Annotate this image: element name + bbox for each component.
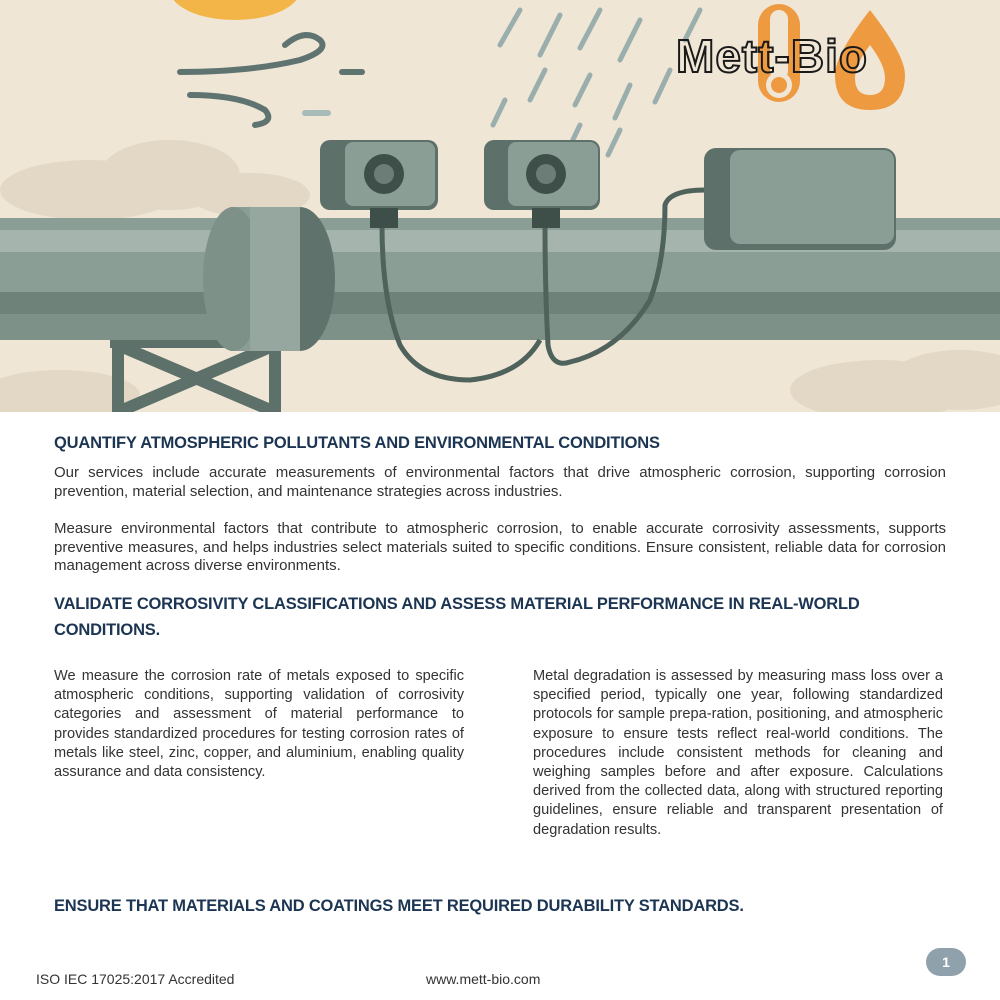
footer-accreditation: ISO IEC 17025:2017 Accredited [36, 971, 235, 987]
brand-logo: Mett-Bio [676, 30, 868, 82]
paragraph-measure: Measure environmental factors that contribute to atmospheric corrosion, to enable accurate corrosivity assessments, supports preventive measures, and helps industries select materials suited to specific conditions. Ensure consistent, reliable data for corrosion management across diverse environments. [54, 520, 946, 575]
heading-validate: VALIDATE CORROSIVITY CLASSIFICATIONS AND ASSESS MATERIAL PERFORMANCE IN REAL-WORLD CONDITIONS. [54, 595, 860, 639]
footer-website[interactable]: www.mett-bio.com [426, 971, 541, 987]
paragraph-corrosion-rate: We measure the corrosion rate of metals exposed to specific atmospheric conditions, supporting validation of corrosivity categories and assessment of material performance to provides standardized procedures for testing corrosion rates of metals like steel, zinc, copper, and aluminium, enabling quality assurance and data consistency. [54, 668, 464, 781]
hero-illustration [0, 0, 1000, 412]
heading-quantify: QUANTIFY ATMOSPHERIC POLLUTANTS AND ENVIRONMENTAL CONDITIONS [54, 434, 660, 452]
heading-ensure: ENSURE THAT MATERIALS AND COATINGS MEET REQUIRED DURABILITY STANDARDS. [54, 897, 744, 915]
page-number-badge: 1 [926, 948, 966, 976]
datalogger-icon [704, 148, 896, 250]
paragraph-services: Our services include accurate measurements of environmental factors that drive atmospheric corrosion, supporting corrosion prevention, material selection, and maintenance strategies across industries. [54, 464, 946, 500]
column-left [54, 667, 464, 782]
column-right [533, 667, 943, 840]
paragraph-degradation: Metal degradation is assessed by measuring mass loss over a specified period, typically one year, following standardized protocols for sample prepa-ration, positioning, and atmospheric exposure to ensure tests reflect real-world conditions. The procedures include consistent methods for cleaning and weighing samples before and after exposure. Calculations derived from the collected data, along with structured reporting guidelines, ensure reliable and transparent presentation of degradation results. [533, 668, 943, 838]
